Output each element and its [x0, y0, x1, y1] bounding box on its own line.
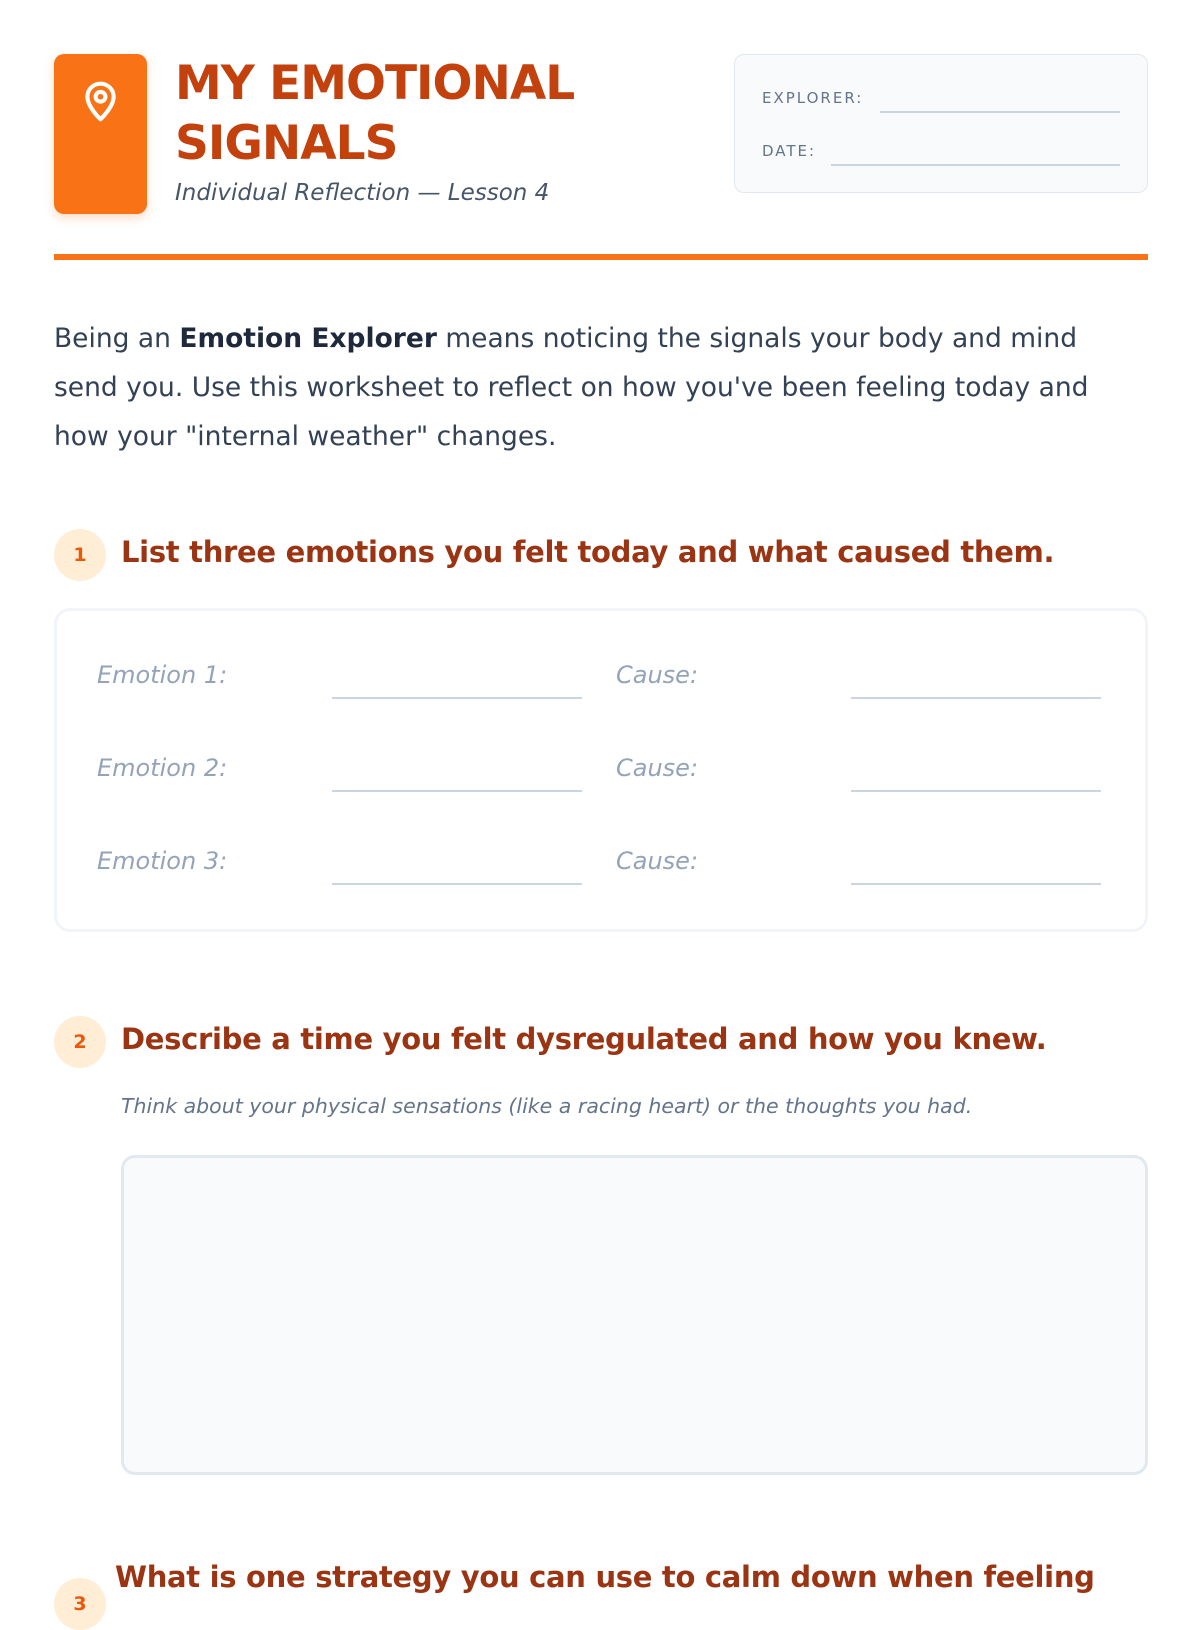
question-2-hint: Think about your physical sensations (like a racing heart) or the thoughts you had. — [121, 1094, 973, 1118]
emotion-2-field[interactable] — [332, 790, 582, 792]
emotion-3-field[interactable] — [332, 883, 582, 885]
header — [54, 54, 1148, 214]
date-row — [762, 136, 1120, 166]
title-block — [175, 54, 695, 206]
question-1-heading — [54, 529, 1148, 581]
question-number-badge: 2 — [54, 1016, 106, 1068]
intro-after: means noticing the signals your body and mind send you. Use this worksheet to reflect on how you've been feeling today and how your "internal weather" changes. — [54, 323, 1089, 452]
date-field[interactable] — [831, 164, 1120, 166]
location-pin-icon — [78, 78, 123, 123]
explorer-field[interactable] — [880, 111, 1120, 113]
question-number-badge: 1 — [54, 529, 106, 581]
intro-bold: Emotion Explorer — [179, 323, 437, 354]
question-text: What is one strategy you can use to calm down when feeling — [115, 1560, 1095, 1594]
emotions-card — [54, 608, 1148, 932]
emotion-label: Emotion 1: — [97, 661, 228, 689]
page-subtitle: Individual Reflection — Lesson 4 — [175, 180, 550, 206]
logo-badge — [54, 54, 147, 214]
title-line-2: SIGNALS — [175, 116, 398, 171]
question-2-answer-box[interactable] — [121, 1155, 1148, 1475]
cause-label: Cause: — [616, 847, 699, 875]
cause-1-field[interactable] — [851, 697, 1101, 699]
emotion-label: Emotion 2: — [97, 754, 228, 782]
question-text: List three emotions you felt today and what caused them. — [121, 535, 1055, 569]
intro-before: Being an — [54, 323, 180, 354]
question-number-badge: 3 — [54, 1578, 106, 1630]
emotion-label: Emotion 3: — [97, 847, 228, 875]
title-line-1: MY EMOTIONAL — [175, 56, 575, 111]
worksheet-page — [54, 54, 1148, 1615]
emotion-row — [97, 750, 1105, 800]
page-title — [175, 54, 695, 174]
explorer-info-box — [734, 54, 1148, 193]
question-2-heading — [54, 1016, 1148, 1068]
header-divider — [54, 254, 1148, 260]
cause-label: Cause: — [616, 754, 699, 782]
explorer-label: EXPLORER: — [762, 89, 864, 107]
cause-label: Cause: — [616, 661, 699, 689]
date-label: DATE: — [762, 142, 817, 160]
emotion-row — [97, 657, 1105, 707]
explorer-row — [762, 83, 1120, 113]
cause-3-field[interactable] — [851, 883, 1101, 885]
cause-2-field[interactable] — [851, 790, 1101, 792]
emotion-row — [97, 843, 1105, 893]
question-text: Describe a time you felt dysregulated and how you knew. — [121, 1022, 1047, 1056]
emotion-1-field[interactable] — [332, 697, 582, 699]
question-3-heading — [54, 1560, 1148, 1615]
intro-paragraph — [54, 314, 1148, 461]
